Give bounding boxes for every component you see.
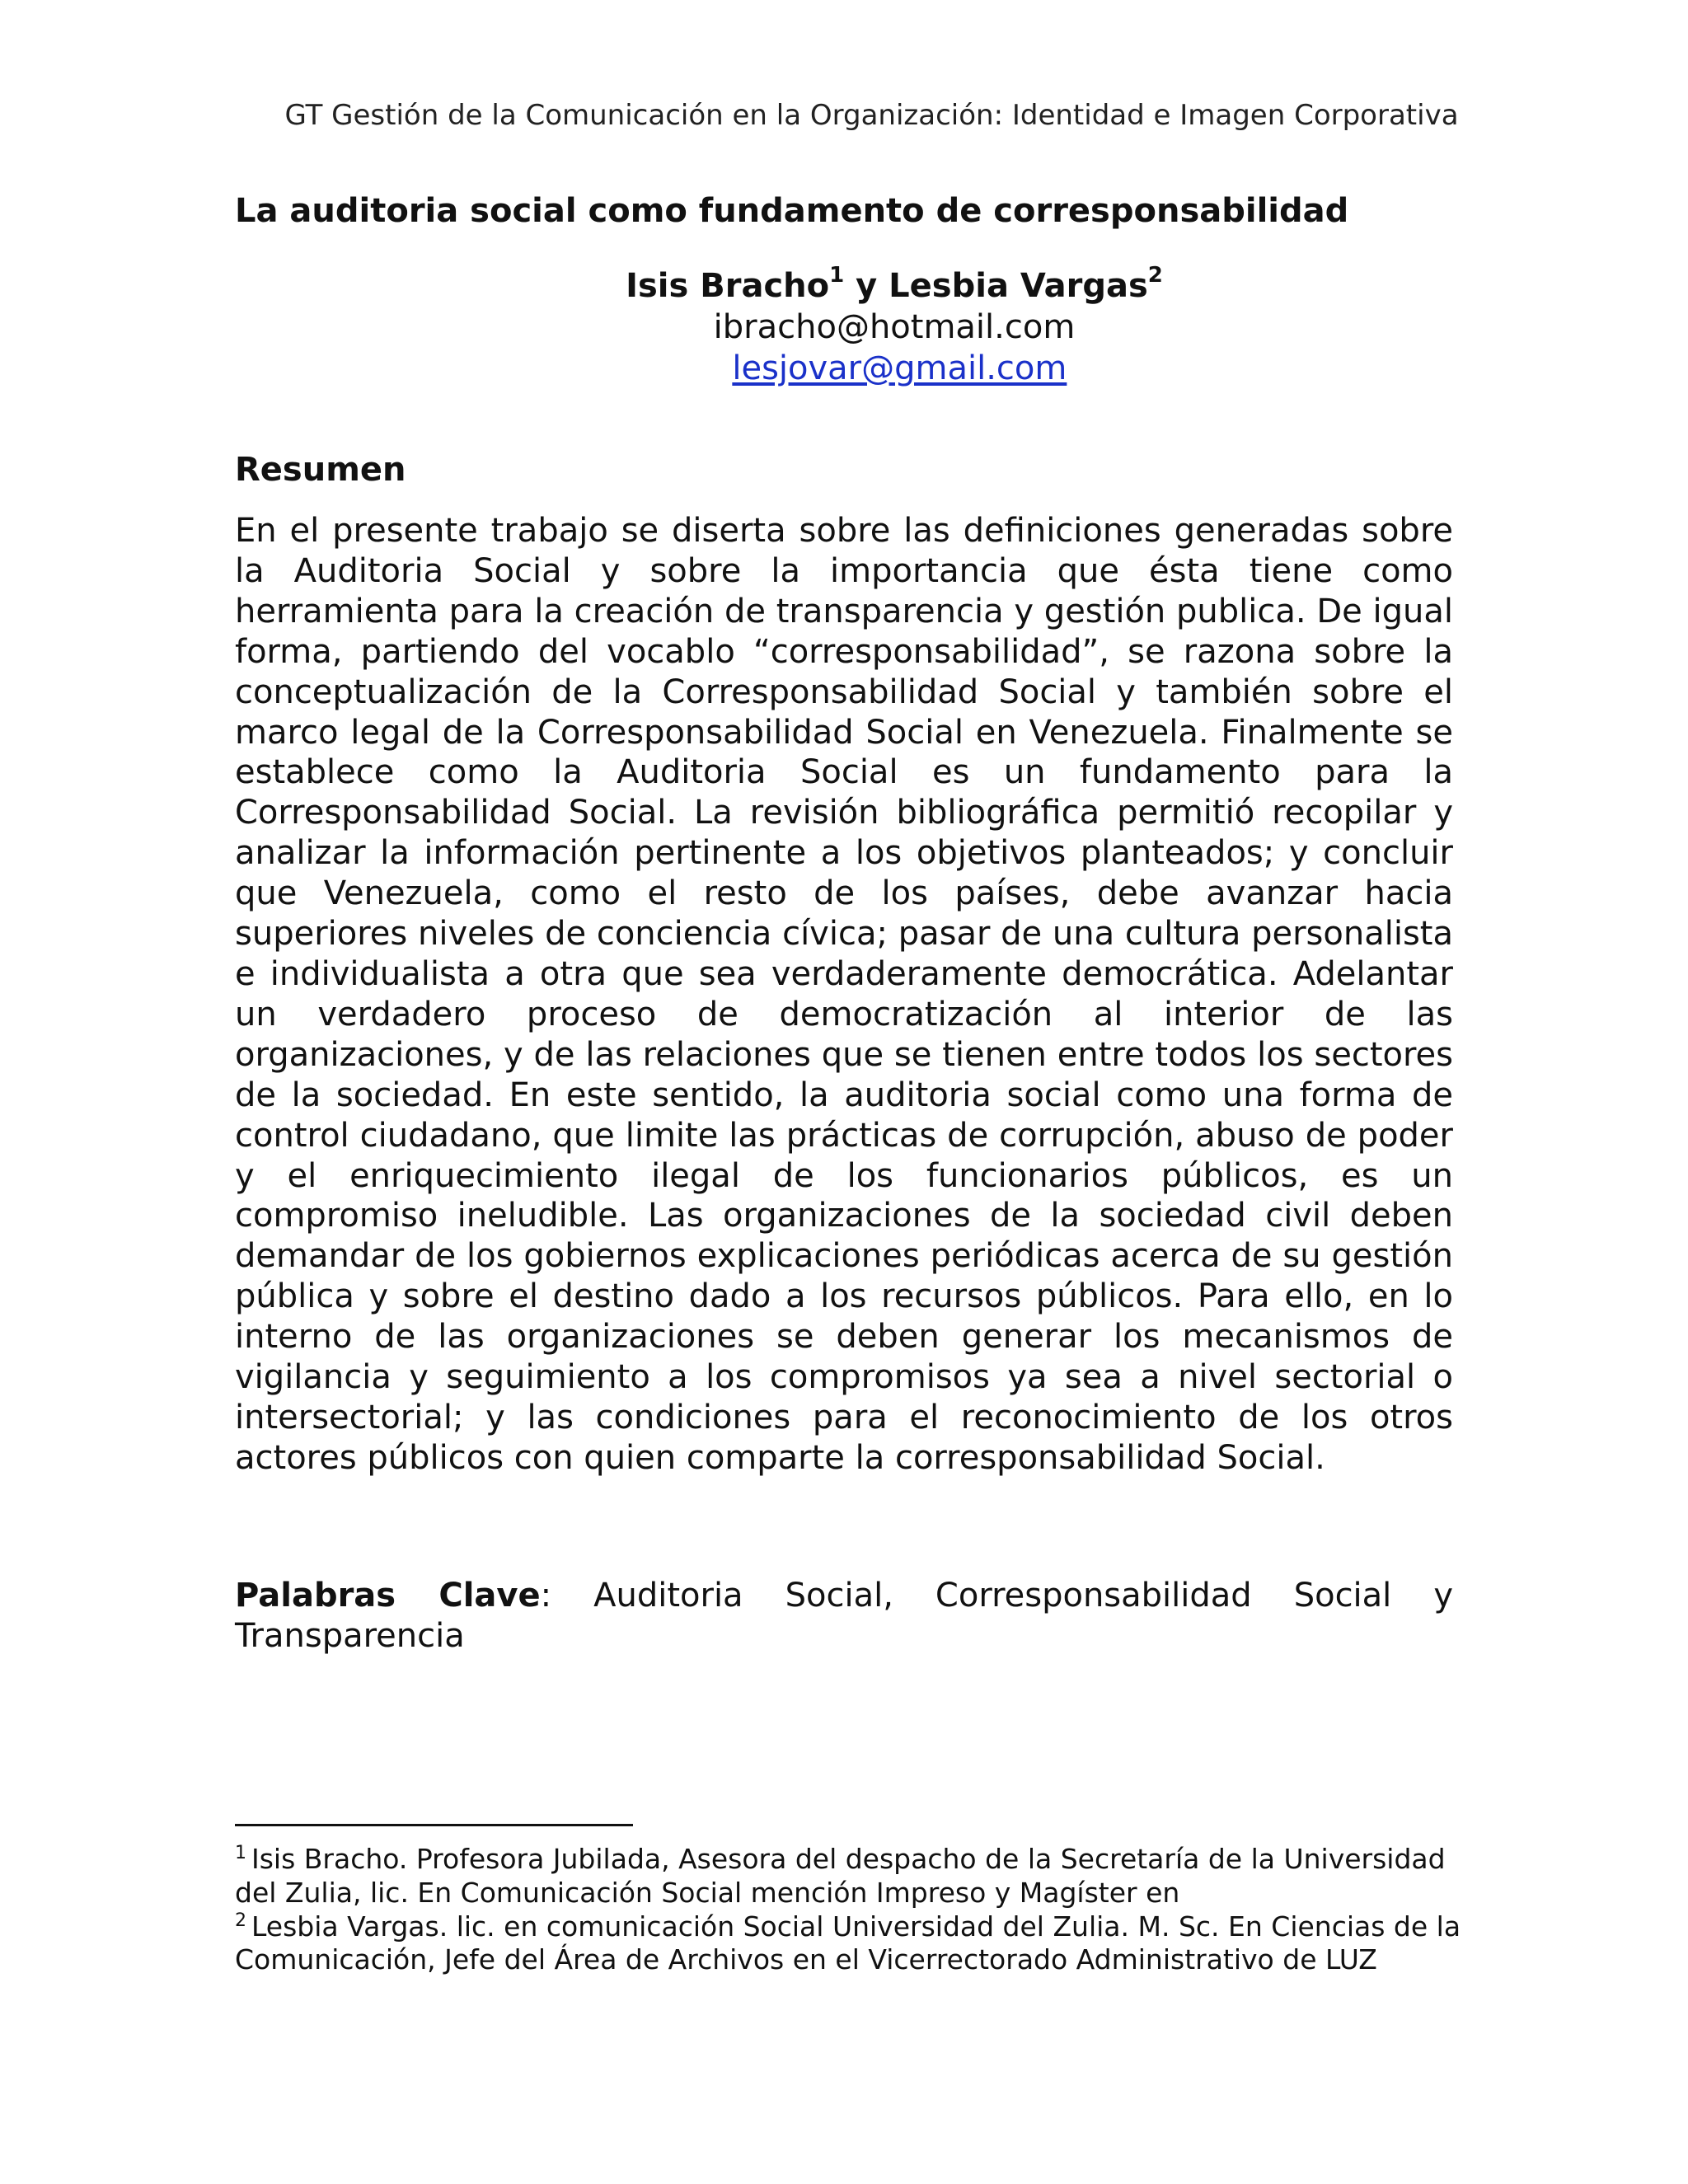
abstract-body: En el presente trabajo se diserta sobre las definiciones generadas sobre la Auditoria Social y sobre la importancia que ésta tiene como herramienta para la creación de transparencia y gestión publica. De igual forma, partiendo del vocablo “corresponsabilidad”, se razona sobre la conceptualización de la Corresponsabilidad Social y también sobre el marco legal de la Corresponsabilidad Social en Venezuela. Finalmente se establece como la Auditoria Social es un fundamento para la Corresponsabilidad Social. La revisión bibliográfica permitió recopilar y analizar la información pertinente a los objetivos planteados; y concluir que Venezuela, como el resto de los países, debe avanzar hacia superiores niveles de conciencia cívica; pasar de una cultura personalista e individualista a otra que sea verdaderamente democrática. Adelantar un verdadero proceso de democratización al interior de las organizaciones, y de las relaciones que se tienen entre todos los sectores de la sociedad. En este sentido, la auditoria social como una forma de control ciudadano, que limite las prácticas de corrupción, abuso de poder y el enriquecimiento ilegal de los funcionarios públicos, es un compromiso ineludible. Las organizaciones de la sociedad civil deben demandar de los gobiernos explicaciones periódicas acerca de su gestión pública y sobre el destino dado a los recursos públicos. Para ello, en lo interno de las organizaciones se deben generar los mecanismos de vigilancia y seguimiento a los compromisos ya sea a nivel sectorial o intersectorial; y las condiciones para el reconocimiento de los otros actores públicos con quien comparte la corresponsabilidad Social. — [235, 512, 1453, 1477]
article-title: La auditoria social como fundamento de corresponsabilidad — [235, 192, 1349, 230]
footnote-divider — [235, 1824, 633, 1826]
author-email-link-row — [235, 348, 1554, 389]
keywords-list: Auditoria Social, Corresponsabilidad Social y Transparencia — [235, 1577, 1453, 1655]
footnote-number: 1 — [235, 1843, 246, 1863]
footnote-text: Lesbia Vargas. lic. en comunicación Social Universidad del Zulia. M. Sc. En Ciencias de la Comunicación, Jefe del Área de Archivos en el Vicerrectorado Administrativo de LUZ — [235, 1910, 1461, 1976]
footnote-number: 2 — [235, 1910, 246, 1931]
footnote-marker[interactable]: 1 — [829, 262, 845, 288]
running-header: GT Gestión de la Comunicación en la Organización: Identidad e Imagen Corporativa — [284, 99, 1459, 132]
footnotes — [235, 1843, 1471, 1977]
footnote — [235, 1843, 1471, 1910]
author-email-link[interactable]: lesjovar@gmail.com — [732, 349, 1067, 387]
footnote-text: Isis Bracho. Profesora Jubilada, Asesora del despacho de la Secretaría de la Universidad del Zulia, lic. En Comunicación Social mención Impreso y Magíster en — [235, 1843, 1446, 1909]
keywords-label: Palabras Clave — [235, 1577, 541, 1615]
authors-block — [235, 262, 1554, 389]
author-conjunction: y — [856, 267, 878, 305]
author-name: Lesbia Vargas — [889, 267, 1148, 305]
abstract-heading: Resumen — [235, 451, 406, 489]
footnote-marker[interactable]: 2 — [1147, 262, 1163, 288]
author-name: Isis Bracho — [626, 267, 830, 305]
keywords-paragraph — [235, 1576, 1453, 1657]
keywords-separator: : — [540, 1577, 552, 1615]
author-email: ibracho@hotmail.com — [713, 308, 1076, 346]
authors-line — [235, 262, 1554, 307]
footnote — [235, 1910, 1471, 1978]
